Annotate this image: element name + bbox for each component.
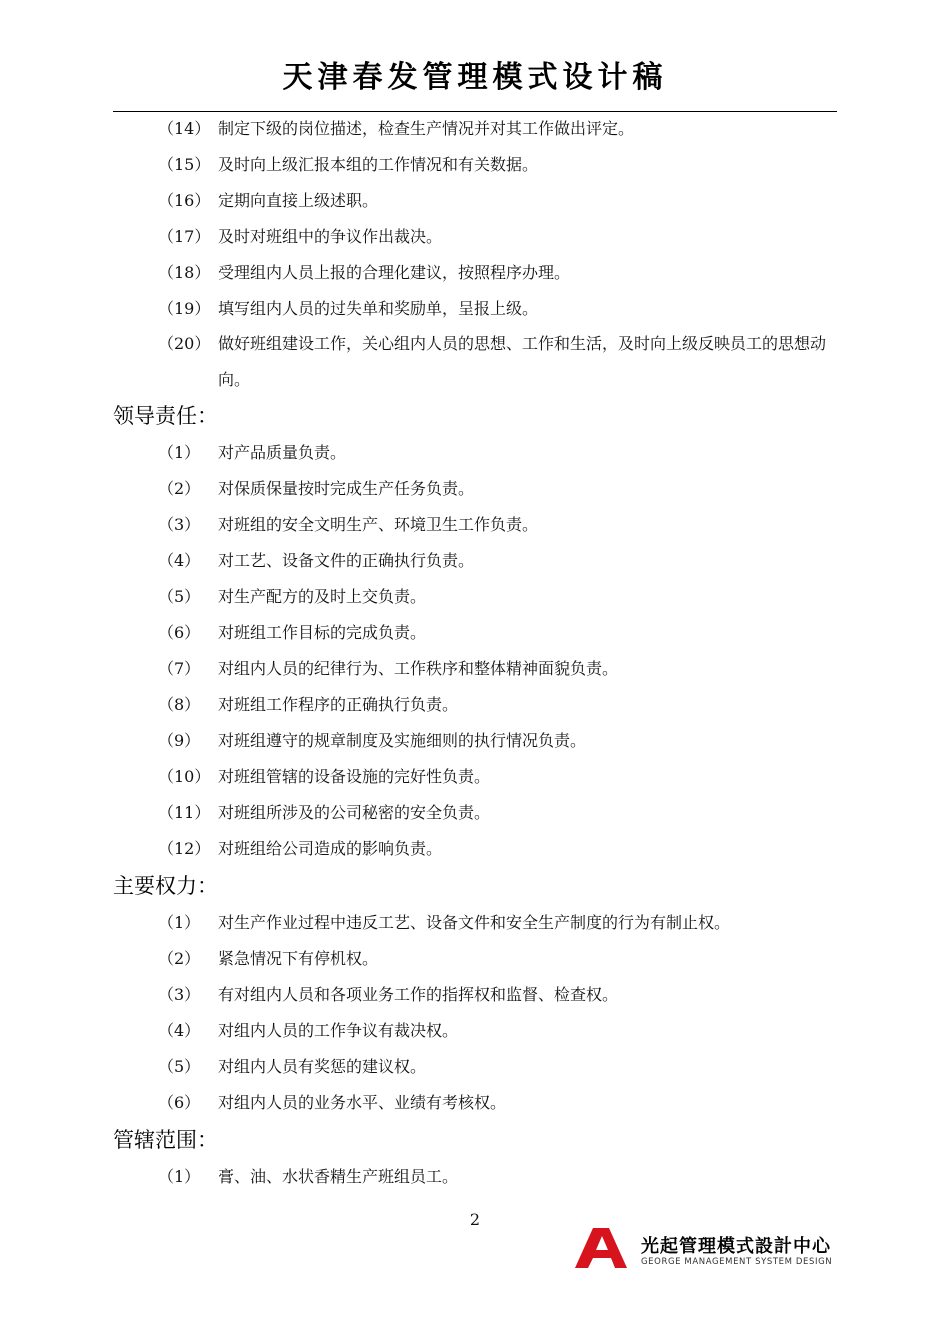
list-item [113,910,837,936]
list-item [113,692,837,718]
company-logo [575,1228,840,1270]
item-text: 对组内人员的纪律行为、工作秩序和整体精神面貌负责。 [218,659,619,678]
list-item [113,982,837,1008]
item-number: （14） [158,119,211,138]
item-number: （17） [158,227,211,246]
item-number: （7） [158,659,201,678]
item-number: （4） [158,1021,201,1040]
list-item [113,1054,837,1080]
item-number: （3） [158,515,201,534]
item-number: （1） [158,443,201,462]
item-number: （4） [158,551,201,570]
item-text: 对生产作业过程中违反工艺、设备文件和安全生产制度的行为有制止权。 [218,913,731,932]
item-text: 有对组内人员和各项业务工作的指挥权和监督、检查权。 [218,985,619,1004]
item-number: （5） [158,1057,201,1076]
list-item [113,326,837,398]
list-item [113,656,837,682]
list-item [113,296,837,322]
item-number: （1） [158,1167,201,1186]
item-number: （10） [158,767,211,786]
item-number: （6） [158,623,201,642]
list-item [113,584,837,610]
item-text: 膏、油、水状香精生产班组员工。 [218,1167,459,1186]
item-text: 对班组工作程序的正确执行负责。 [218,695,459,714]
item-text: 对工艺、设备文件的正确执行负责。 [218,551,475,570]
item-number: （2） [158,949,201,968]
item-text: 对组内人员的工作争议有裁决权。 [218,1021,459,1040]
item-number: （5） [158,587,201,606]
list-item [113,476,837,502]
item-text: 对组内人员的业务水平、业绩有考核权。 [218,1093,507,1112]
item-number: （12） [158,839,211,858]
item-number: （19） [158,299,211,318]
item-text: 对产品质量负责。 [218,443,347,462]
list-item [113,800,837,826]
item-number: （3） [158,985,201,1004]
item-text: 紧急情况下有停机权。 [218,949,379,968]
item-text: 及时向上级汇报本组的工作情况和有关数据。 [218,155,539,174]
list-item [113,548,837,574]
list-item [113,152,837,178]
logo-chinese-name: 光起管理模式設計中心 [641,1236,831,1257]
item-text: 对班组所涉及的公司秘密的安全负责。 [218,803,491,822]
item-number: （16） [158,191,211,210]
header-divider [113,111,837,112]
list-item [113,620,837,646]
item-text: 对组内人员有奖惩的建议权。 [218,1057,427,1076]
item-text: 对班组遵守的规章制度及实施细则的执行情况负责。 [218,731,587,750]
powers-list [113,910,837,1116]
item-number: （9） [158,731,201,750]
logo-english-name: GEORGE MANAGEMENT SYSTEM DESIGN [641,1257,833,1267]
item-text: 做好班组建设工作，关心组内人员的思想、工作和生活，及时向上级反映员工的思想动向。 [218,334,827,389]
item-text: 对保质保量按时完成生产任务负责。 [218,479,475,498]
page-title: 天津春发管理模式设计稿 [282,60,668,95]
list-item [113,764,837,790]
jurisdiction-list [113,1164,837,1190]
item-number: （8） [158,695,201,714]
item-text: 及时对班组中的争议作出裁决。 [218,227,443,246]
item-text: 对班组给公司造成的影响负责。 [218,839,443,858]
list-item [113,440,837,466]
item-number: （1） [158,913,201,932]
list-item [113,728,837,754]
item-text: 填写组内人员的过失单和奖励单，呈报上级。 [218,299,539,318]
item-text: 对生产配方的及时上交负责。 [218,587,427,606]
section-heading-jurisdiction: 管辖范围： [113,1128,218,1152]
list-item [113,116,837,142]
page-number: 2 [469,1210,481,1229]
item-number: （6） [158,1093,201,1112]
list-item [113,512,837,538]
list-item [113,1018,837,1044]
item-text: 制定下级的岗位描述，检查生产情况并对其工作做出评定。 [218,119,635,138]
list-item [113,836,837,862]
leadership-list [113,440,837,862]
item-text: 对班组的安全文明生产、环境卫生工作负责。 [218,515,539,534]
item-number: （18） [158,263,211,282]
item-number: （11） [158,803,211,822]
item-text: 对班组管辖的设备设施的完好性负责。 [218,767,491,786]
list-item [113,260,837,286]
list-item [113,1164,837,1190]
list-item [113,224,837,250]
item-number: （15） [158,155,211,174]
duties-list [113,116,837,398]
logo-a-mark-icon [575,1228,635,1268]
section-heading-powers: 主要权力： [113,874,218,898]
item-text: 受理组内人员上报的合理化建议，按照程序办理。 [218,263,571,282]
section-heading-leadership: 领导责任： [113,404,218,428]
list-item [113,1090,837,1116]
list-item [113,188,837,214]
list-item [113,946,837,972]
item-number: （20） [158,334,211,353]
item-text: 定期向直接上级述职。 [218,191,379,210]
item-number: （2） [158,479,201,498]
item-text: 对班组工作目标的完成负责。 [218,623,427,642]
document-body [113,116,837,1200]
